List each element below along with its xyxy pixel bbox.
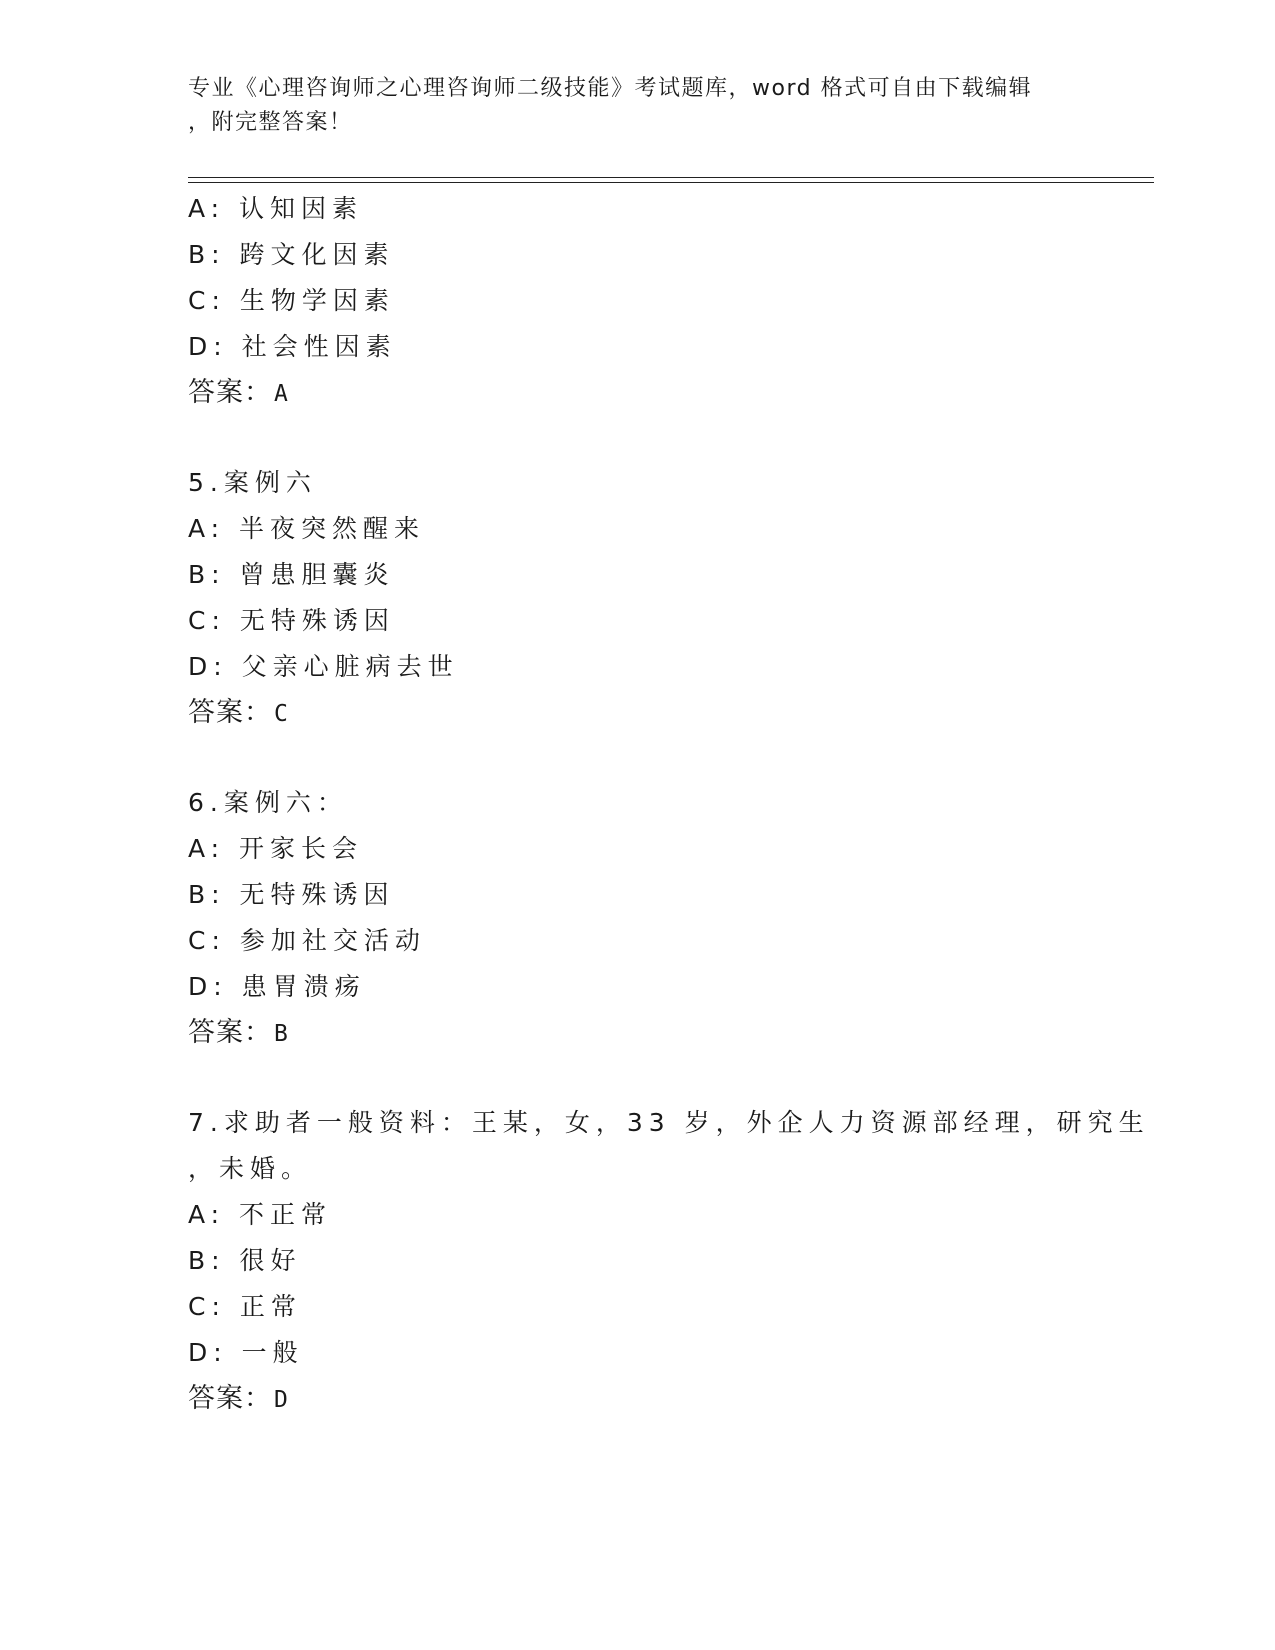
answer-line	[188, 370, 1088, 416]
question-stem: 6.案例六：	[188, 788, 348, 817]
answer-label: 答案：	[188, 1017, 272, 1048]
question-block	[188, 1100, 1150, 1422]
option-d: D: 患胃溃疡	[188, 972, 366, 1001]
answer-label: 答案：	[188, 1383, 272, 1414]
question-block	[188, 780, 1088, 1056]
header-divider-bottom	[188, 182, 1154, 183]
option-a: A: 不正常	[188, 1200, 333, 1229]
answer-line	[188, 1010, 1088, 1056]
option-a: A: 认知因素	[188, 194, 364, 223]
spacer	[188, 1056, 1088, 1100]
answer-line	[188, 1376, 1088, 1422]
option-d: D: 父亲心脏病去世	[188, 652, 459, 681]
option-b: B: 跨文化因素	[188, 240, 395, 269]
option-c: C: 生物学因素	[188, 286, 395, 315]
option-c: C: 参加社交活动	[188, 926, 426, 955]
header-title-line-2: ，附完整答案！	[188, 110, 353, 135]
option-d: D: 一般	[188, 1338, 304, 1367]
option-b: B: 曾患胆囊炎	[188, 560, 395, 589]
option-a: A: 开家长会	[188, 834, 364, 863]
question-stem-continued: ，未婚。	[188, 1154, 313, 1183]
spacer	[188, 736, 1088, 780]
option-c: C: 正常	[188, 1292, 302, 1321]
header-title-line-1: 专业《心理咨询师之心理咨询师二级技能》考试题库，word 格式可自由下载编辑	[188, 76, 1033, 101]
answer-value: C	[274, 701, 289, 727]
answer-line	[188, 690, 1088, 736]
question-stem: 5.案例六	[188, 468, 317, 497]
header-divider-top	[188, 177, 1154, 178]
spacer	[188, 416, 1088, 460]
option-c: C: 无特殊诱因	[188, 606, 395, 635]
question-block	[188, 460, 1088, 736]
question-list	[188, 186, 1150, 1422]
answer-value: A	[274, 381, 289, 407]
question-block	[188, 186, 1088, 416]
document-header	[188, 72, 1068, 140]
answer-label: 答案：	[188, 377, 272, 408]
option-b: B: 很好	[188, 1246, 302, 1275]
answer-value: B	[274, 1021, 289, 1047]
option-b: B: 无特殊诱因	[188, 880, 395, 909]
answer-label: 答案：	[188, 697, 272, 728]
answer-value: D	[274, 1387, 289, 1413]
question-stem: 7.求助者一般资料：王某，女，33 岁，外企人力资源部经理，研究生	[188, 1108, 1150, 1137]
option-a: A: 半夜突然醒来	[188, 514, 426, 543]
option-d: D: 社会性因素	[188, 332, 397, 361]
